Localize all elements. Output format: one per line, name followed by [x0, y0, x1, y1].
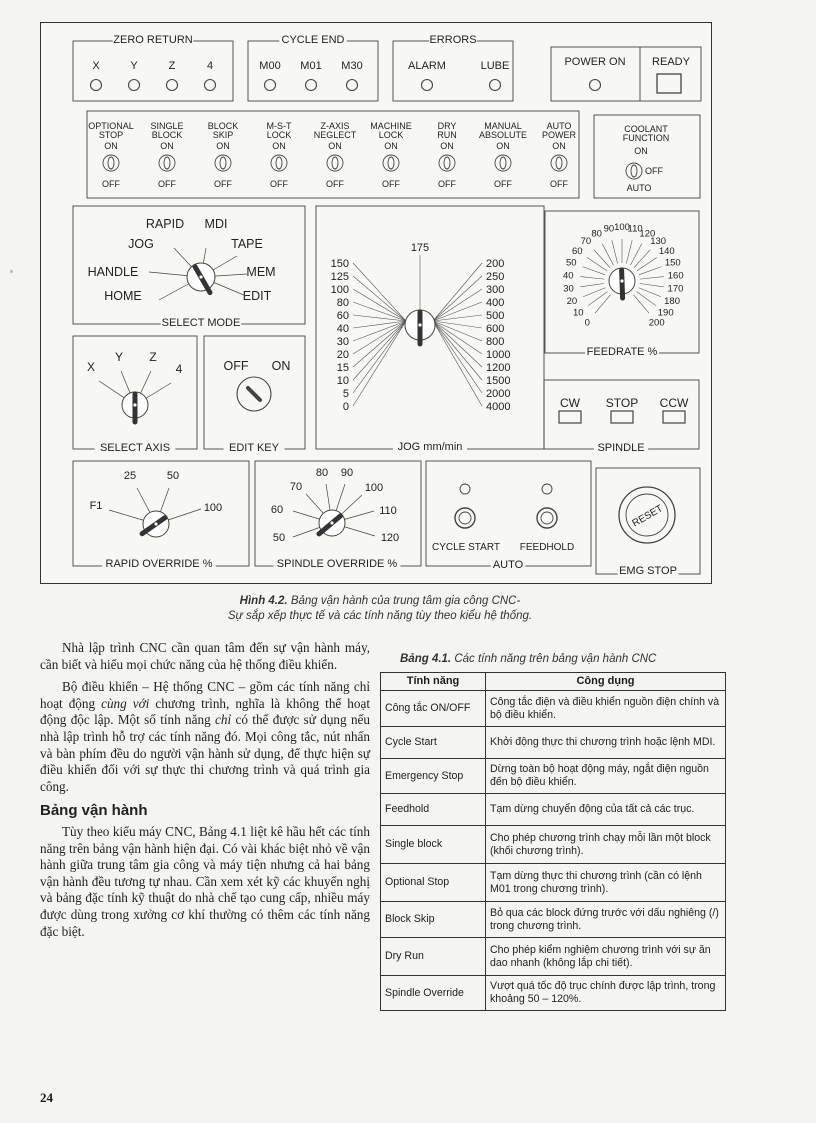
- jog-right-tick: [433, 276, 482, 321]
- table-row: [381, 691, 726, 727]
- feature-cell: Emergency Stop: [381, 759, 486, 794]
- jog-right-tick: [433, 321, 482, 367]
- switch-icon-lever: [332, 157, 338, 169]
- features-table: [380, 672, 726, 1011]
- table-row: [381, 976, 726, 1011]
- jog-right-value: 4000: [486, 401, 511, 413]
- switch-label: DRY: [437, 121, 457, 131]
- zero-return-lamp: [91, 80, 102, 91]
- usage-cell: Công tắc điện và điều khiển nguồn điện chính và bộ điều khiển.: [486, 691, 726, 727]
- paragraph-2: [40, 679, 370, 795]
- table-label: Bảng 4.1.: [400, 653, 452, 665]
- feature-cell: Block Skip: [381, 902, 486, 938]
- jog-left-value: 0: [342, 401, 349, 413]
- coolant-on-label: ON: [634, 146, 648, 156]
- feature-cell: Cycle Start: [381, 727, 486, 759]
- switch-on-label: ON: [384, 141, 398, 151]
- cycle-end-title: CYCLE END: [281, 34, 345, 46]
- spindle-override-title: SPINDLE OVERRIDE %: [276, 558, 398, 570]
- switch-off-label: OFF: [494, 179, 512, 189]
- edit-key-off: OFF: [223, 359, 249, 373]
- feature-cell: Optional Stop: [381, 864, 486, 902]
- select-mode-option: EDIT: [242, 289, 272, 303]
- zero-return-title: ZERO RETURN: [113, 34, 193, 46]
- jog-left-tick: [353, 321, 406, 341]
- jog-left-value: 5: [342, 388, 349, 400]
- section-heading: Bảng vận hành: [40, 802, 148, 820]
- coolant-label-2: FUNCTION: [622, 133, 670, 143]
- table-row: [381, 864, 726, 902]
- rapid-override-label: 100: [203, 502, 223, 514]
- switch-label: SKIP: [212, 130, 234, 140]
- jog-right-value: 1200: [486, 362, 511, 374]
- jog-left-value: 15: [336, 362, 349, 374]
- select-mode-option: TAPE: [231, 237, 263, 251]
- jog-knob-dot: [418, 323, 421, 326]
- jog-top-value: 175: [410, 242, 430, 254]
- jog-left-tick: [353, 263, 406, 321]
- jog-left-value: 30: [336, 336, 349, 348]
- jog-right-tick: [433, 321, 482, 354]
- feedrate-value: 30: [563, 283, 574, 295]
- switch-label: OPTIONAL: [88, 121, 134, 131]
- errors-lamp: [490, 80, 501, 91]
- switch-off-label: OFF: [382, 179, 400, 189]
- feedrate-value: 160: [667, 270, 684, 282]
- jog-left-value: 80: [336, 297, 349, 309]
- table-row: [381, 794, 726, 826]
- table-row: [381, 902, 726, 938]
- spindle-override-label: 120: [380, 532, 400, 544]
- select-mode-knob-dot: [199, 275, 202, 278]
- cycle-end-lamp: [265, 80, 276, 91]
- table-title: [400, 653, 720, 665]
- feedrate-value: 10: [573, 307, 584, 319]
- jog-right-tick: [433, 321, 482, 341]
- switch-on-label: ON: [328, 141, 342, 151]
- jog-right-tick: [433, 321, 482, 380]
- switch-on-label: ON: [552, 141, 566, 151]
- edit-key-on: ON: [271, 359, 291, 373]
- feedrate-value: 200: [648, 317, 665, 329]
- feedrate-value: 170: [667, 283, 684, 295]
- feedrate-value: 110: [627, 223, 643, 235]
- switch-icon-lever: [388, 157, 394, 169]
- cycle-end-label: M01: [300, 60, 322, 72]
- feedrate-value: 80: [591, 228, 602, 240]
- jog-right-value: 1500: [486, 375, 511, 387]
- zero-return-label: Y: [130, 60, 138, 72]
- switch-on-label: ON: [440, 141, 454, 151]
- rapid-override-knob-dot: [154, 522, 157, 525]
- page-number: 24: [40, 1090, 53, 1105]
- switch-off-label: OFF: [158, 179, 176, 189]
- feedrate-value: 20: [566, 296, 578, 308]
- zero-return-lamp: [167, 80, 178, 91]
- feedrate-value: 90: [603, 223, 615, 235]
- coolant-label-1: COOLANT: [624, 124, 668, 134]
- errors-lamp: [422, 80, 433, 91]
- zero-return-label: X: [92, 60, 100, 72]
- zero-return-label: 4: [206, 60, 214, 72]
- switch-label: SINGLE: [150, 121, 184, 131]
- switch-on-label: ON: [104, 141, 118, 151]
- switch-on-label: ON: [272, 141, 286, 151]
- feedrate-tick: [630, 244, 641, 265]
- coolant-off-label: OFF: [645, 166, 663, 176]
- switch-off-label: OFF: [550, 179, 568, 189]
- feedrate-tick: [612, 240, 618, 263]
- feedrate-tick: [640, 277, 664, 280]
- feature-cell: Feedhold: [381, 794, 486, 826]
- jog-left-value: 10: [336, 375, 349, 387]
- switch-icon-lever: [500, 157, 506, 169]
- spindle-override-knob-dot: [330, 521, 333, 524]
- edit-key-title: EDIT KEY: [229, 442, 279, 454]
- feature-cell: Dry Run: [381, 938, 486, 976]
- feature-cell: Single block: [381, 826, 486, 864]
- spindle-override-label: 80: [315, 467, 329, 479]
- p2-part-a: Bộ điều khiển – Hệ thống CNC – gồm các tính năng chỉ hoạt động: [40, 679, 370, 711]
- p2-emphasis-2: chỉ: [215, 712, 232, 728]
- switch-off-label: OFF: [438, 179, 456, 189]
- paragraph-3: Tùy theo kiểu máy CNC, Bảng 4.1 liệt kê hầu hết các tính năng trên bảng vận hành hiện đại. Có vài khác biệt nhỏ về vận hành giữa trung tâm gia công và máy tiện nhưng cả hai bảng vận hành đều tương tự nhau. Cần xem xét kỹ các khuyến nghị và bảng đặc tính kỹ thuật do nhà chế tạo cung cấp, nhiều máy được dùng trong xưởng cơ khí thường có thêm các tính năng đặc biệt.: [40, 823, 370, 939]
- spindle-override-label: 50: [272, 532, 286, 544]
- jog-right-value: 400: [486, 297, 505, 309]
- switch-label: BLOCK: [207, 121, 239, 131]
- switch-label: MANUAL: [484, 121, 522, 131]
- feedrate-value: 150: [664, 257, 681, 269]
- feature-cell: Công tắc ON/OFF: [381, 691, 486, 727]
- select-mode-title: SELECT MODE: [161, 317, 241, 329]
- switch-off-label: OFF: [102, 179, 120, 189]
- select-axis-label: X: [86, 360, 96, 374]
- usage-cell: Dừng toàn bộ hoạt động máy, ngắt điện nguồn đến bộ điều khiển.: [486, 759, 726, 794]
- usage-cell: Tạm dừng thực thi chương trình (cần có lệnh M01 trong chương trình).: [486, 864, 726, 902]
- usage-cell: Bỏ qua các block đứng trước với dấu nghiêng (/) trong chương trình.: [486, 902, 726, 938]
- figure-caption: [80, 594, 680, 624]
- feedrate-tick: [594, 250, 610, 268]
- zero-return-label: Z: [168, 60, 176, 72]
- margin-speck: [10, 270, 13, 273]
- jog-left-value: 60: [336, 310, 349, 322]
- switch-icon-lever: [556, 157, 562, 169]
- power-on-lamp: [590, 80, 601, 91]
- select-mode-option: HANDLE: [87, 265, 139, 279]
- p2-emphasis-1: cùng với: [101, 695, 150, 711]
- errors-label: ALARM: [408, 60, 446, 72]
- rapid-override-label: 50: [166, 470, 180, 482]
- p2-part-c: chương trình, nghĩa là không thể hoạt động độc lập. Một số tính năng: [40, 695, 370, 728]
- switch-label: LOCK: [266, 130, 292, 140]
- select-axis-knob-dot: [133, 403, 136, 406]
- usage-cell: Vượt quá tốc độ trục chính được lập trình, trong khoảng 50 – 120%.: [486, 976, 726, 1011]
- select-axis-title: SELECT AXIS: [99, 442, 171, 454]
- paragraph-1: Nhà lập trình CNC cần quan tâm đến sự vận hành máy, cần biết và hiểu mọi chức năng của hệ thống điều khiển.: [40, 640, 370, 672]
- jog-right-value: 500: [486, 310, 505, 322]
- feedrate-tick: [639, 267, 662, 275]
- caption-line2: Sự sắp xếp thực tế và các tính năng tùy theo kiểu hệ thống.: [227, 610, 533, 622]
- jog-left-value: 20: [336, 349, 349, 361]
- feedrate-tick: [587, 258, 607, 271]
- switch-label: NEGLECT: [313, 130, 357, 140]
- switch-label: RUN: [437, 130, 457, 140]
- switch-label: POWER: [541, 130, 577, 140]
- coolant-auto-label: AUTO: [626, 183, 652, 193]
- feedrate-value: 70: [580, 235, 592, 247]
- select-mode-option: RAPID: [145, 217, 185, 231]
- jog-left-tick: [353, 321, 406, 406]
- emg-stop-title: EMG STOP: [619, 565, 677, 577]
- cycle-end-label: M30: [341, 60, 363, 72]
- jog-left-tick: [353, 321, 406, 367]
- switch-icon-lever: [444, 157, 450, 169]
- caption-label: Hình 4.2.: [239, 595, 288, 607]
- table-header-row: [381, 673, 726, 691]
- auto-title: AUTO: [492, 559, 524, 571]
- feedrate-tick: [637, 258, 657, 271]
- usage-cell: Cho phép kiểm nghiệm chương trình với sự ăn dao nhanh (không lắp chi tiết).: [486, 938, 726, 976]
- rapid-override-title: RAPID OVERRIDE %: [105, 558, 213, 570]
- jog-right-tick: [433, 263, 482, 321]
- jog-right-value: 2000: [486, 388, 511, 400]
- jog-left-tick: [353, 321, 406, 354]
- usage-cell: Cho phép chương trình chạy mỗi lần một block (khối chương trình).: [486, 826, 726, 864]
- errors-label: LUBE: [480, 60, 510, 72]
- feature-cell: Spindle Override: [381, 976, 486, 1011]
- usage-cell: Tạm dừng chuyển động của tất cả các trục.: [486, 794, 726, 826]
- feedrate-knob-pointer: [622, 270, 623, 298]
- zero-return-lamp: [205, 80, 216, 91]
- spindle-override-label: 110: [379, 505, 397, 517]
- feedrate-tick: [626, 240, 632, 263]
- spindle-title: SPINDLE: [597, 442, 645, 454]
- jog-left-tick: [353, 321, 406, 380]
- zero-return-lamp: [129, 80, 140, 91]
- body-text-column: [40, 640, 370, 940]
- table-row: [381, 938, 726, 976]
- caption-line1: Bảng vận hành của trung tâm gia công CNC-: [290, 595, 521, 607]
- jog-left-value: 150: [330, 258, 349, 270]
- switch-icon-lever: [220, 157, 226, 169]
- switch-label: MACHINE: [370, 121, 412, 131]
- feedrate-value: 50: [565, 257, 577, 269]
- reset-label: RESET: [630, 503, 665, 530]
- jog-right-value: 1000: [486, 349, 511, 361]
- jog-left-value: 100: [330, 284, 349, 296]
- feedrate-tick: [583, 267, 606, 275]
- cycle-end-label: M00: [259, 60, 281, 72]
- jog-left-tick: [353, 276, 406, 321]
- feedrate-tick: [602, 244, 613, 265]
- feedrate-tick: [580, 284, 604, 287]
- spindle-override-label: 90: [340, 467, 354, 479]
- switch-label: LOCK: [378, 130, 404, 140]
- table-row: [381, 826, 726, 864]
- jog-left-tick: [353, 321, 406, 328]
- jog-right-value: 600: [486, 323, 505, 335]
- switch-icon-lever: [108, 157, 114, 169]
- table-row: [381, 759, 726, 794]
- feedrate-knob-dot: [620, 279, 623, 282]
- switch-off-label: OFF: [270, 179, 288, 189]
- cycle-end-lamp: [347, 80, 358, 91]
- feedrate-value: 40: [563, 270, 574, 282]
- switch-icon-lever: [276, 157, 282, 169]
- feedrate-tick: [640, 284, 664, 287]
- select-axis-label: Z: [149, 350, 157, 364]
- ready-label: READY: [652, 56, 690, 68]
- switch-on-label: ON: [216, 141, 230, 151]
- switch-label: STOP: [98, 130, 124, 140]
- select-axis-label: 4: [175, 362, 183, 376]
- feedrate-tick: [634, 250, 650, 268]
- feedrate-value: 120: [639, 228, 656, 240]
- jog-right-value: 300: [486, 284, 505, 296]
- switch-label: Z-AXIS: [320, 121, 350, 131]
- feedrate-tick: [595, 295, 610, 313]
- spindle-label: CW: [560, 396, 580, 410]
- feedrate-title: FEEDRATE %: [586, 346, 658, 358]
- switch-off-label: OFF: [326, 179, 344, 189]
- switch-off-label: OFF: [214, 179, 232, 189]
- select-mode-option: JOG: [128, 237, 154, 251]
- feedhold-label: FEEDHOLD: [519, 542, 575, 553]
- jog-title: JOG mm/min: [397, 441, 463, 453]
- jog-right-value: 200: [486, 258, 505, 270]
- cycle-end-lamp: [306, 80, 317, 91]
- select-mode-option: MDI: [204, 217, 228, 231]
- switch-label: BLOCK: [151, 130, 183, 140]
- spindle-label: STOP: [605, 396, 639, 410]
- header-usage: Công dụng: [486, 673, 726, 691]
- rapid-override-label: F1: [89, 500, 103, 512]
- switch-label: M-S-T: [266, 121, 292, 131]
- select-axis-label: Y: [114, 350, 124, 364]
- jog-right-tick: [433, 321, 482, 393]
- switch-label: AUTO: [546, 121, 572, 131]
- feedrate-value: 180: [664, 296, 680, 308]
- table-title-text: Các tính năng trên bảng vận hành CNC: [454, 653, 657, 665]
- spindle-override-label: 100: [364, 482, 384, 494]
- spindle-label: CCW: [659, 396, 689, 410]
- jog-left-value: 125: [330, 271, 349, 283]
- select-mode-option: HOME: [104, 289, 142, 303]
- spindle-override-label: 70: [289, 481, 303, 493]
- switch-label: ABSOLUTE: [478, 130, 528, 140]
- jog-right-value: 800: [486, 336, 505, 348]
- spindle-override-label: 60: [270, 504, 284, 516]
- power-on-label: POWER ON: [564, 56, 626, 68]
- cycle-start-label: CYCLE START: [432, 542, 500, 553]
- operator-panel-drawing: [41, 23, 711, 583]
- feedrate-value: 190: [657, 307, 674, 319]
- jog-right-tick: [433, 321, 482, 328]
- switch-icon-lever: [164, 157, 170, 169]
- switch-on-label: ON: [496, 141, 510, 151]
- usage-cell: Khởi động thực thi chương trình hoặc lệnh MDI.: [486, 727, 726, 759]
- feedrate-value: 130: [650, 235, 667, 247]
- feedrate-value: 0: [584, 317, 590, 329]
- feedrate-value: 60: [571, 245, 583, 257]
- table-row: [381, 727, 726, 759]
- jog-left-tick: [353, 321, 406, 393]
- errors-title: ERRORS: [429, 34, 477, 46]
- select-mode-option: MEM: [246, 265, 276, 279]
- feedrate-tick: [580, 277, 604, 280]
- operator-panel-figure: [40, 22, 712, 584]
- switch-on-label: ON: [160, 141, 174, 151]
- rapid-override-label: 25: [123, 470, 137, 482]
- feedrate-tick: [634, 295, 649, 313]
- jog-left-value: 40: [336, 323, 349, 335]
- jog-right-value: 250: [486, 271, 505, 283]
- feedrate-value: 140: [658, 245, 675, 257]
- header-feature: Tính năng: [381, 673, 486, 691]
- feedrate-value: 100: [614, 222, 630, 233]
- table-body: [381, 691, 726, 1011]
- p2-part-e: có thể được sử dụng nếu nhà lập trình hỗ trợ các tính năng đó. Mọi công tắc, nút nhấn và bàn phím đều do người vận hành sử dụng, để thực hiện sự điều khiển đối với sự thực thi chương trình và quá trình gia công.: [40, 712, 370, 794]
- jog-right-tick: [433, 321, 482, 406]
